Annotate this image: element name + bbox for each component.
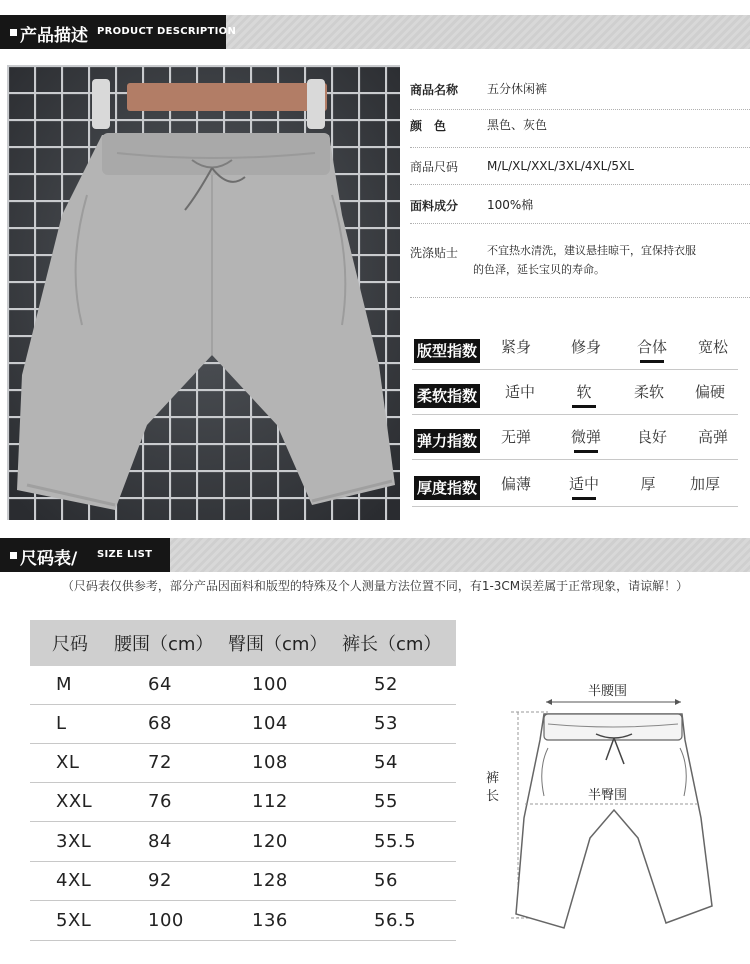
product-photo [7,65,400,520]
table-cell: 120 [252,831,288,852]
table-cell: 55.5 [374,831,417,852]
table-row [30,744,456,783]
index-option: 良好 [636,428,667,446]
index-label: 柔软指数 [414,384,480,408]
table-cell: 72 [148,752,172,773]
index-option-selected: 微弹 [558,426,614,447]
hip-label: 半臀围 [588,788,628,803]
index-option: 偏硬 [694,383,725,401]
measurement-diagram [478,668,738,948]
table-cell: 76 [148,791,172,812]
table-row [30,902,456,941]
column-header: 裤长（cm） [342,634,442,655]
table-cell: 64 [148,674,172,695]
table-row [30,862,456,901]
info-label: 商品名称 [410,83,459,97]
size-table-header [30,620,456,666]
table-cell: 100 [148,910,184,931]
section-title-zh: 尺码表/ [20,549,78,569]
length-label: 裤长 [486,771,500,804]
table-cell: 3XL [56,831,92,852]
info-label: 商品尺码 [410,160,459,174]
size-list-header [0,538,750,572]
info-row-care [410,240,750,298]
size-note: （尺码表仅供参考，部分产品因面料和版型的特殊及个人测量方法位置不同，有1-3CM误差属于正常现象，请谅解！） [61,579,689,593]
index-row-softness [412,375,738,415]
table-cell: 53 [374,713,398,734]
index-row-elasticity [412,420,738,460]
index-option: 厚 [640,475,656,493]
bullet-square-icon [10,552,17,559]
table-cell: M [56,674,73,695]
info-value: 黑色、灰色 [487,118,548,132]
table-cell: 112 [252,791,288,812]
table-cell: 128 [252,870,288,891]
waist-label: 半腰围 [588,684,628,699]
table-cell: 54 [374,752,398,773]
index-label: 厚度指数 [414,476,480,500]
index-row-fit [412,330,738,370]
index-option: 紧身 [500,338,531,356]
table-cell: 108 [252,752,288,773]
index-option: 适中 [504,383,535,401]
table-cell: L [56,713,67,734]
info-row-sizes [410,155,750,185]
index-row-thickness [412,467,738,507]
shorts-photo-illustration [7,65,400,520]
index-label: 弹力指数 [414,429,480,453]
column-header: 腰围（cm） [114,634,214,655]
table-cell: 4XL [56,870,92,891]
info-row-material [410,194,750,224]
column-header: 尺码 [52,634,88,655]
table-row [30,783,456,822]
table-row [30,666,456,705]
table-cell: 104 [252,713,288,734]
table-cell: 52 [374,674,398,695]
bullet-square-icon [10,29,17,36]
index-option-selected: 软 [556,381,612,402]
table-row [30,705,456,744]
table-cell: 100 [252,674,288,695]
index-option: 宽松 [697,338,728,356]
table-cell: 5XL [56,910,92,931]
table-cell: 55 [374,791,398,812]
table-cell: 84 [148,831,172,852]
section-title-en: PRODUCT DESCRIPTION [97,26,237,37]
table-cell: 56.5 [374,910,417,931]
info-value-line2: 的色泽，延长宝贝的寿命。 [473,263,605,276]
index-label: 版型指数 [414,339,480,363]
table-cell: 92 [148,870,172,891]
info-row-color [410,114,750,148]
info-label: 洗涤贴士 [410,246,459,260]
info-row-name [410,78,750,110]
shorts-outline-diagram [478,668,738,948]
table-cell: XL [56,752,80,773]
index-option: 修身 [570,338,601,356]
index-option: 偏薄 [500,475,531,493]
table-cell: 68 [148,713,172,734]
product-description-header [0,15,750,49]
index-option: 高弹 [697,428,728,446]
column-header: 臀围（cm） [228,634,328,655]
section-title-zh: 产品描述 [20,26,88,46]
table-cell: 56 [374,870,398,891]
section-title-en: SIZE LIST [97,549,153,560]
info-value: 五分休闲裤 [487,82,548,96]
info-value: 100%棉 [487,198,534,212]
info-value: 不宜热水清洗，建议悬挂晾干，宜保持衣服 [487,244,696,257]
index-option-selected: 合体 [624,336,680,357]
table-cell: 136 [252,910,288,931]
info-label: 面料成分 [410,199,459,213]
index-option-selected: 适中 [556,473,612,494]
info-value: M/L/XL/XXL/3XL/4XL/5XL [487,159,634,173]
info-label: 颜 色 [410,119,447,133]
index-option: 无弹 [500,428,531,446]
table-cell: XXL [56,791,93,812]
table-row [30,823,456,862]
index-option: 柔软 [633,383,664,401]
index-option: 加厚 [689,475,720,493]
